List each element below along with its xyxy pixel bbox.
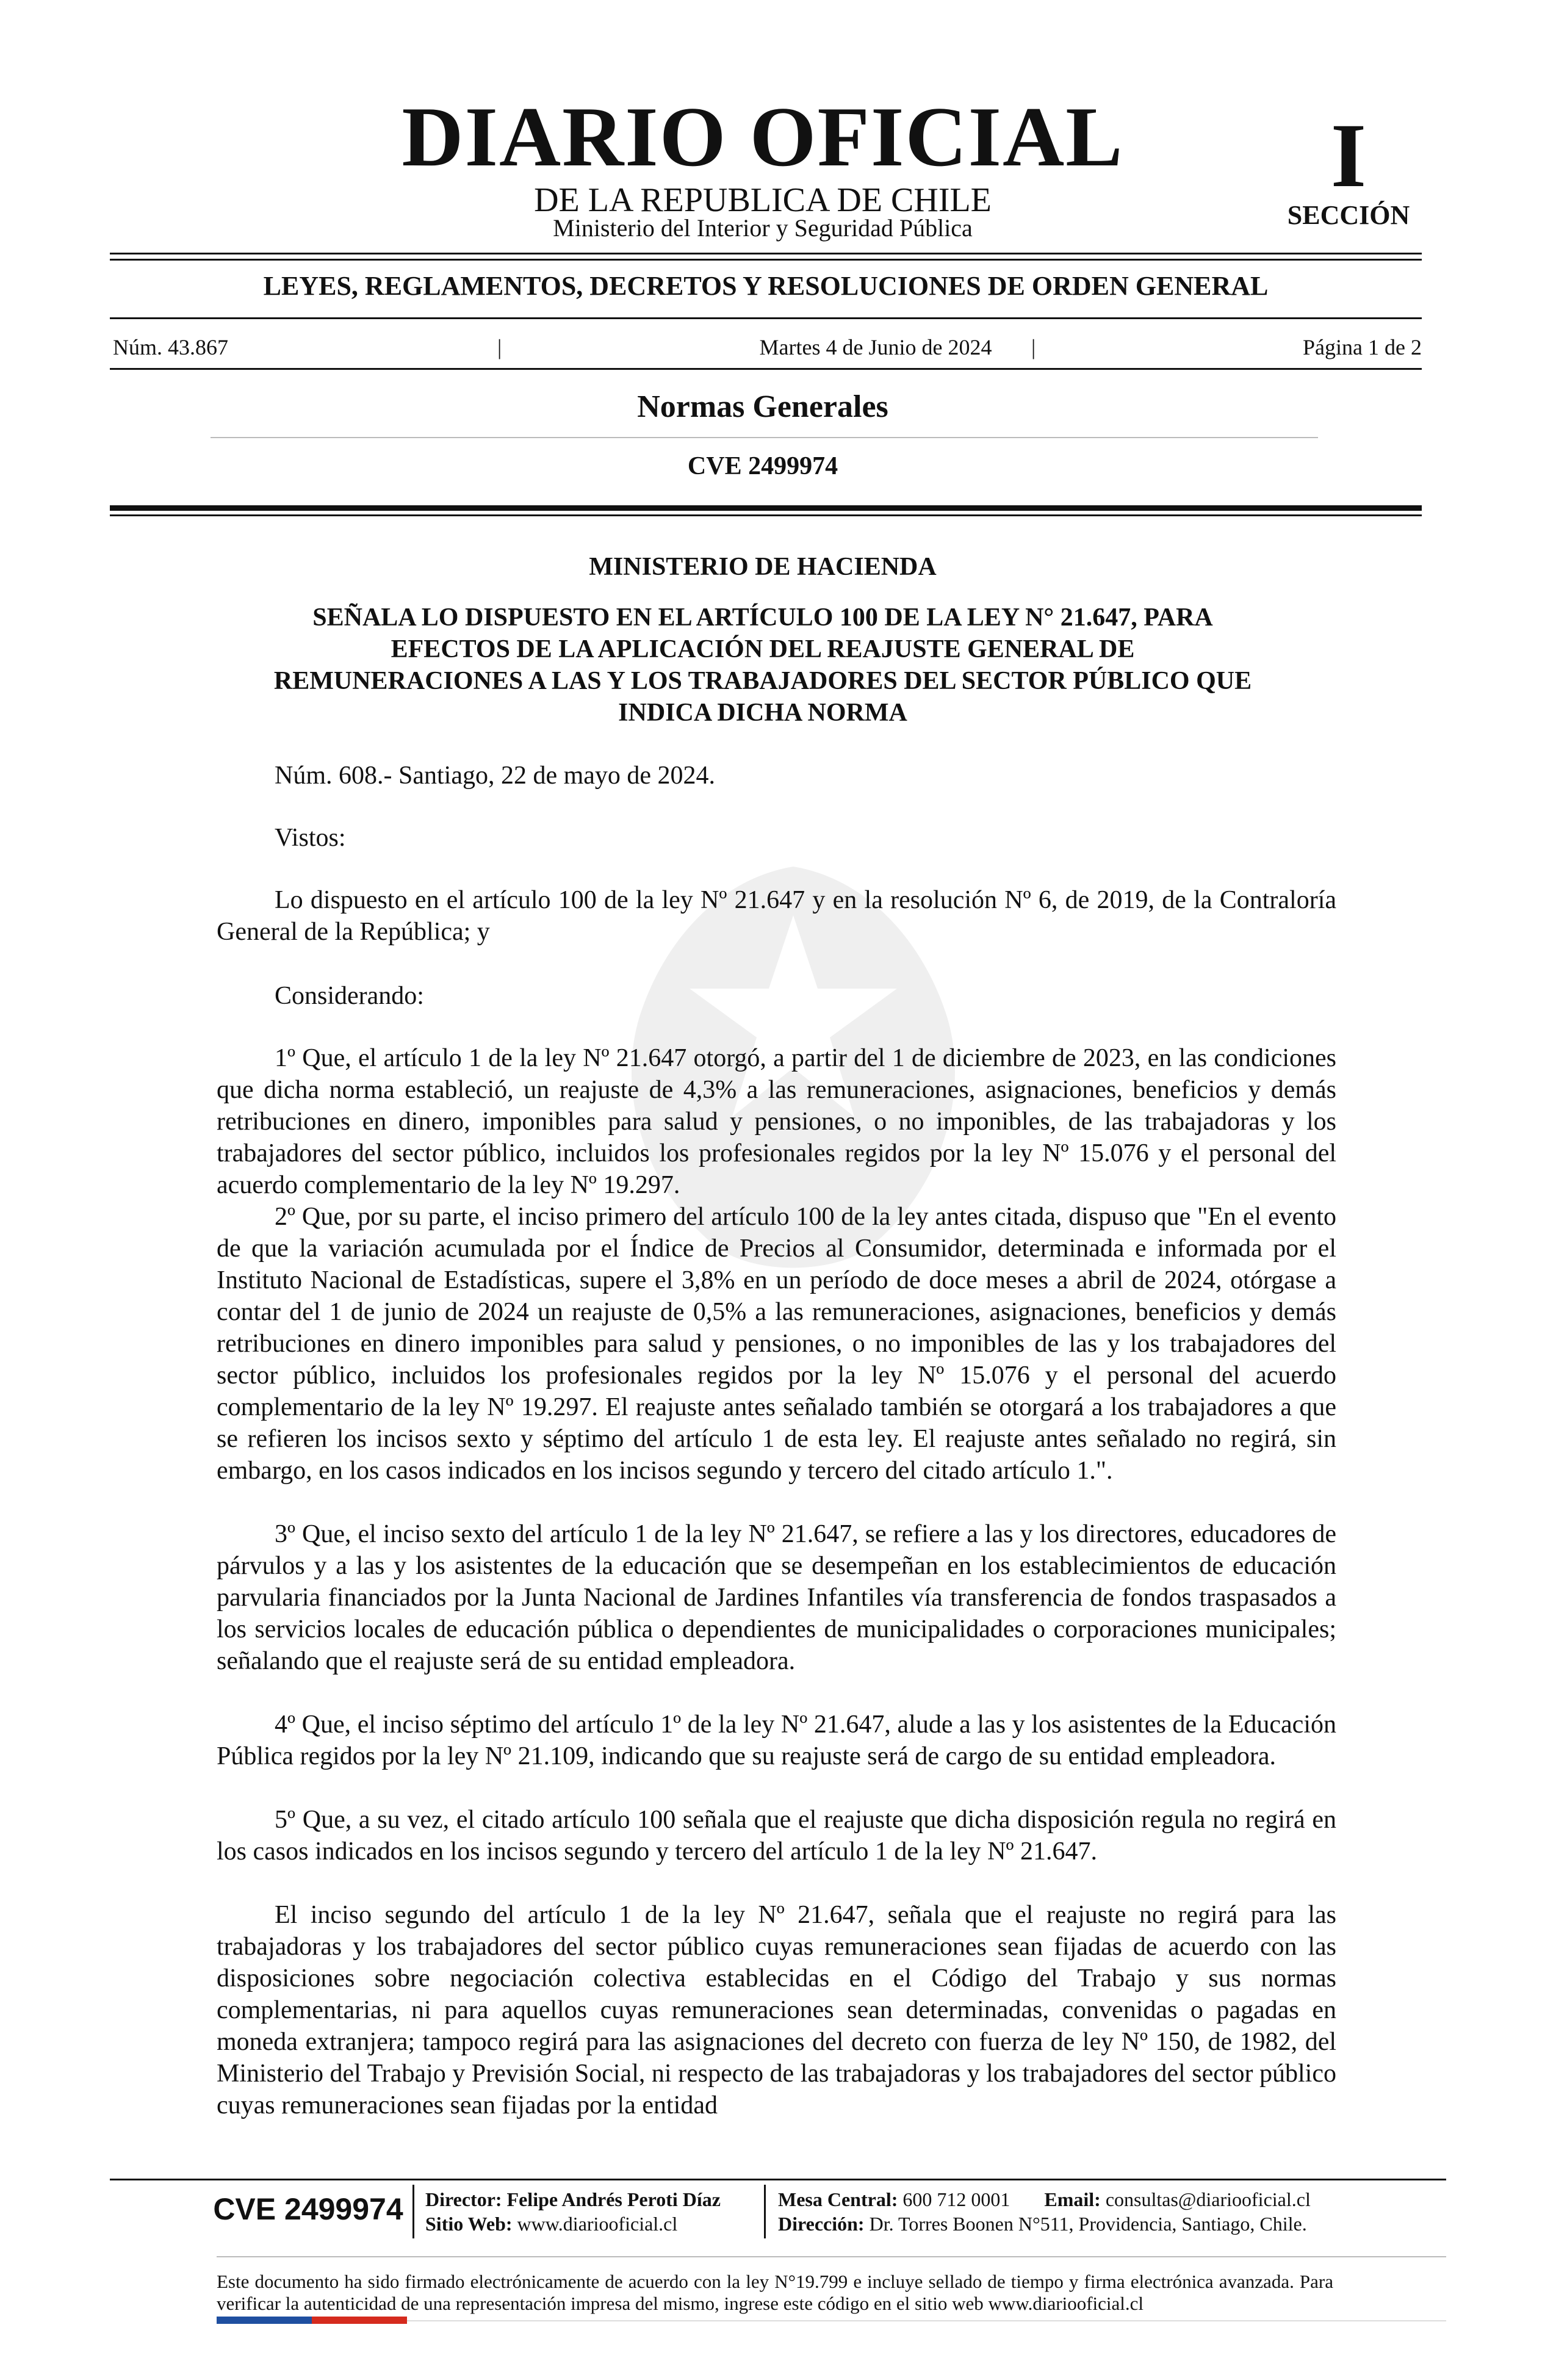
flag-blue-segment xyxy=(217,2317,312,2324)
section-heading: Normas Generales xyxy=(637,389,888,424)
vistos-label: Vistos: xyxy=(275,824,346,852)
issuing-ministry: MINISTERIO DE HACIENDA xyxy=(589,553,937,581)
vistos-text: Lo dispuesto en el artículo 100 de la ley Nº 21.647 y en la resolución Nº 6, de 2019, de la Contraloría General de la República; y xyxy=(217,886,1336,946)
footer-bottom-divider xyxy=(407,2320,1446,2321)
flag-color-bar xyxy=(217,2317,407,2324)
cve-code: CVE 2499974 xyxy=(687,452,838,480)
section-label: SECCIÓN xyxy=(1287,200,1410,230)
footer-separator xyxy=(764,2185,766,2238)
decree-number-line: Núm. 608.- Santiago, 22 de mayo de 2024. xyxy=(275,762,716,790)
considerando-paragraph-2: 2º Que, por su parte, el inciso primero del artículo 100 de la ley antes citada, dispuso que "En el evento de que la variación acumulada por el Índice de Precios al Consumidor, determinada e informada por el Instituto Nacional de Estadísticas, supere el 3,8% en un período de doce meses a abril de 2024, otórgase a contar del 1 de junio de 2024 un reajuste de 0,5% a las remuneraciones, asignaciones, beneficios y demás retribuciones en dinero imponibles para salud y pensiones, o no imponibles de las y los trabajadores del sector público, incluidos los profesionales regidos por la ley Nº 15.076 y el personal del acuerdo complementario de la ley Nº 19.297. El reajuste antes señalado también se otorgará a los trabajadores a que se refieren los incisos sexto y séptimo del artículo 1 de esta ley. El reajuste antes señalado no regirá, sin embargo, en los casos indicados en los incisos segundo y tercero del citado artículo 1.". xyxy=(217,1203,1336,1485)
considerando-paragraph-1: 1º Que, el artículo 1 de la ley Nº 21.647 otorgó, a partir del 1 de diciembre de 2023, en las condiciones que dicha norma estableció, un reajuste de 4,3% a las remuneraciones, asignaciones, beneficios y demás retribuciones en dinero, imponibles para salud y pensiones, o no imponibles, de las trabajadoras y los trabajadores del sector público, incluidos los profesionales regidos por la ley Nº 15.076 y el personal del acuerdo complementario de la ley Nº 19.297. xyxy=(217,1044,1336,1199)
issue-separator: | xyxy=(1031,335,1036,359)
considerando-paragraph-5: 5º Que, a su vez, el citado artículo 100 señala que el reajuste que dicha disposición regula no regirá en los casos indicados en los incisos segundo y tercero del artículo 1 de la ley Nº 21.647. xyxy=(217,1806,1336,1866)
footer-cve-code: CVE 2499974 xyxy=(213,2192,403,2226)
issue-number: Núm. 43.867 xyxy=(113,335,228,359)
decree-title-line: EFECTOS DE LA APLICACIÓN DEL REAJUSTE GENERAL DE xyxy=(391,635,1135,663)
footer-website xyxy=(425,2212,677,2235)
footer-director xyxy=(425,2188,721,2211)
considerando-paragraph-6: El inciso segundo del artículo 1 de la ley Nº 21.647, señala que el reajuste no regirá para las trabajadoras y los trabajadores del sector público cuyas remuneraciones sean fijadas de acuerdo con las disposiciones sobre negociación colectiva establecidas en el Código del Trabajo y sus normas complementarias, ni para aquellos cuyas remuneraciones sean determinadas, convenidas o pagadas en moneda extranjera; tampoco regirá para las asignaciones del decreto con fuerza de ley Nº 150, de 1982, del Ministerio del Trabajo y Previsión Social, ni respecto de las trabajadoras y los trabajadores del sector público cuyas remuneraciones sean fijadas por la entidad xyxy=(217,1901,1336,2119)
footer-contact xyxy=(778,2188,1311,2211)
email-label: Email: xyxy=(1044,2188,1101,2210)
director-name: Felipe Andrés Peroti Díaz xyxy=(506,2188,721,2210)
issue-separator: | xyxy=(497,335,502,359)
footer-address xyxy=(778,2212,1307,2235)
issue-date: Martes 4 de Junio de 2024 xyxy=(759,335,992,359)
banner-divider xyxy=(110,317,1422,319)
page-indicator: Página 1 de 2 xyxy=(1303,335,1422,359)
director-label: Director: xyxy=(425,2188,502,2210)
address-value: Dr. Torres Boonen N°511, Providencia, Santiago, Chile. xyxy=(869,2213,1307,2235)
website-label: Sitio Web: xyxy=(425,2213,513,2235)
issue-info-row xyxy=(113,333,1422,361)
website-link[interactable]: www.diariooficial.cl xyxy=(517,2213,678,2235)
header-thin-divider xyxy=(110,514,1422,516)
masthead-divider xyxy=(110,253,1422,254)
considerando-label: Considerando: xyxy=(275,982,424,1010)
footer-top-divider xyxy=(110,2179,1446,2180)
masthead-ministry: Ministerio del Interior y Seguridad Pública xyxy=(553,214,973,242)
footer-separator xyxy=(412,2185,414,2238)
phone-number: 600 712 0001 xyxy=(902,2188,1010,2210)
flag-red-segment xyxy=(312,2317,407,2324)
decree-title xyxy=(183,602,1342,729)
issue-divider xyxy=(110,368,1422,370)
footer-note-divider xyxy=(217,2256,1446,2257)
masthead-title: DIARIO OFICIAL xyxy=(402,90,1124,184)
considerando-paragraph-3: 3º Que, el inciso sexto del artículo 1 de la ley Nº 21.647, se refiere a las y los directores, educadores de párvulos y a las y los asistentes de la educación que se desempeñan en los establecimientos de educación parvularia financiados por la Junta Nacional de Jardines Infantiles vía transferencia de fondos traspasados a los servicios locales de educación pública o dependientes de municipalidades o corporaciones municipales; señalando que el reajuste será de su entidad empleadora. xyxy=(217,1520,1336,1675)
decree-title-line: INDICA DICHA NORMA xyxy=(618,699,907,727)
address-label: Dirección: xyxy=(778,2213,865,2235)
signature-note: Este documento ha sido firmado electrónicamente de acuerdo con la ley N°19.799 e incluye sellado de tiempo y firma electrónica avanzada. Para verificar la autenticidad de una representación impresa del mismo, ingrese este código en el sitio web www.diariooficial.cl xyxy=(217,2271,1333,2314)
email-link[interactable]: consultas@diariooficial.cl xyxy=(1105,2188,1311,2210)
masthead-divider-2 xyxy=(110,259,1422,261)
considerando-paragraph-4: 4º Que, el inciso séptimo del artículo 1º de la ley Nº 21.647, alude a las y los asistentes de la Educación Pública regidos por la ley Nº 21.109, indicando que su reajuste será de cargo de su entidad empleadora. xyxy=(217,1711,1336,1770)
masthead-subtitle: DE LA REPUBLICA DE CHILE xyxy=(534,181,992,219)
section-number: I xyxy=(1330,105,1367,206)
decree-title-line: REMUNERACIONES A LAS Y LOS TRABAJADORES DEL SECTOR PÚBLICO QUE xyxy=(273,667,1252,695)
header-thick-divider xyxy=(110,505,1422,511)
section-banner: LEYES, REGLAMENTOS, DECRETOS Y RESOLUCIONES DE ORDEN GENERAL xyxy=(263,271,1269,301)
decree-title-line: SEÑALA LO DISPUESTO EN EL ARTÍCULO 100 DE LA LEY N° 21.647, PARA xyxy=(312,604,1213,632)
phone-label: Mesa Central: xyxy=(778,2188,898,2210)
heading-divider xyxy=(211,437,1318,438)
